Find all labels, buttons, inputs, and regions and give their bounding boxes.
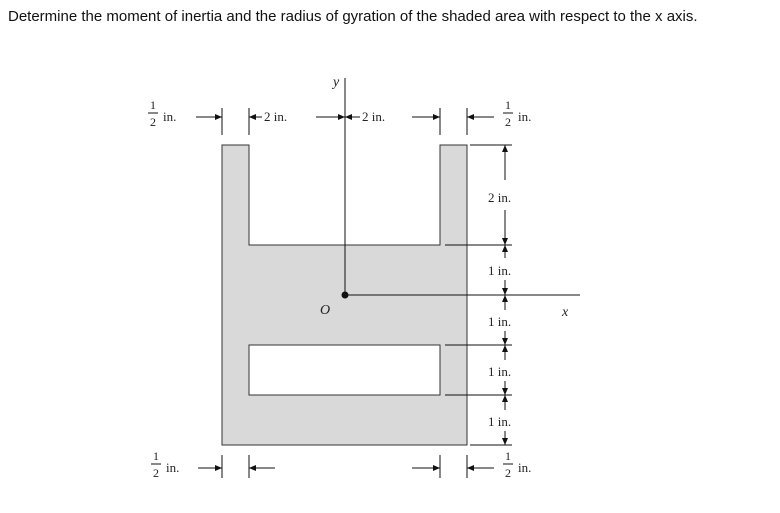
bottom-right-half-den: 2 [505, 466, 511, 480]
arrowhead [433, 465, 440, 471]
top-right-half-den: 2 [505, 115, 511, 129]
arrowhead [502, 438, 508, 445]
bottom-right-half-unit: in. [518, 460, 532, 475]
top-left-half-num: 1 [150, 98, 156, 112]
origin-label: O [320, 303, 331, 318]
top-left-half-unit: in. [163, 109, 177, 124]
bottom-right-half-num: 1 [505, 449, 511, 463]
question-text: Determine the moment of inertia and the radius of gyration of the shaded area with respect to the x axis. [8, 8, 698, 25]
top-right-gap-label: 2 in. [362, 109, 386, 124]
top-right-half-unit: in. [518, 109, 532, 124]
top-left-half-den: 2 [150, 115, 156, 129]
arrowhead [338, 114, 345, 120]
bottom-left-half-unit: in. [166, 460, 180, 475]
right-dim-5: 1 in. [488, 414, 512, 429]
arrowhead [502, 338, 508, 345]
arrowhead [502, 388, 508, 395]
arrowhead [502, 238, 508, 245]
right-dim-3: 1 in. [488, 314, 512, 329]
arrowhead [215, 114, 222, 120]
top-left-gap-label: 2 in. [264, 109, 288, 124]
arrowhead [502, 145, 508, 152]
y-axis-label: y [333, 75, 340, 90]
arrowhead [433, 114, 440, 120]
right-dim-2: 1 in. [488, 263, 512, 278]
right-dim-4: 1 in. [488, 364, 512, 379]
arrowhead [215, 465, 222, 471]
top-right-half-num: 1 [505, 98, 511, 112]
origin-point [342, 292, 349, 299]
right-dim-1: 2 in. [488, 190, 512, 205]
x-axis-label: x [562, 305, 569, 320]
arrowhead [502, 288, 508, 295]
bottom-left-half-num: 1 [153, 449, 159, 463]
bottom-left-half-den: 2 [153, 466, 159, 480]
